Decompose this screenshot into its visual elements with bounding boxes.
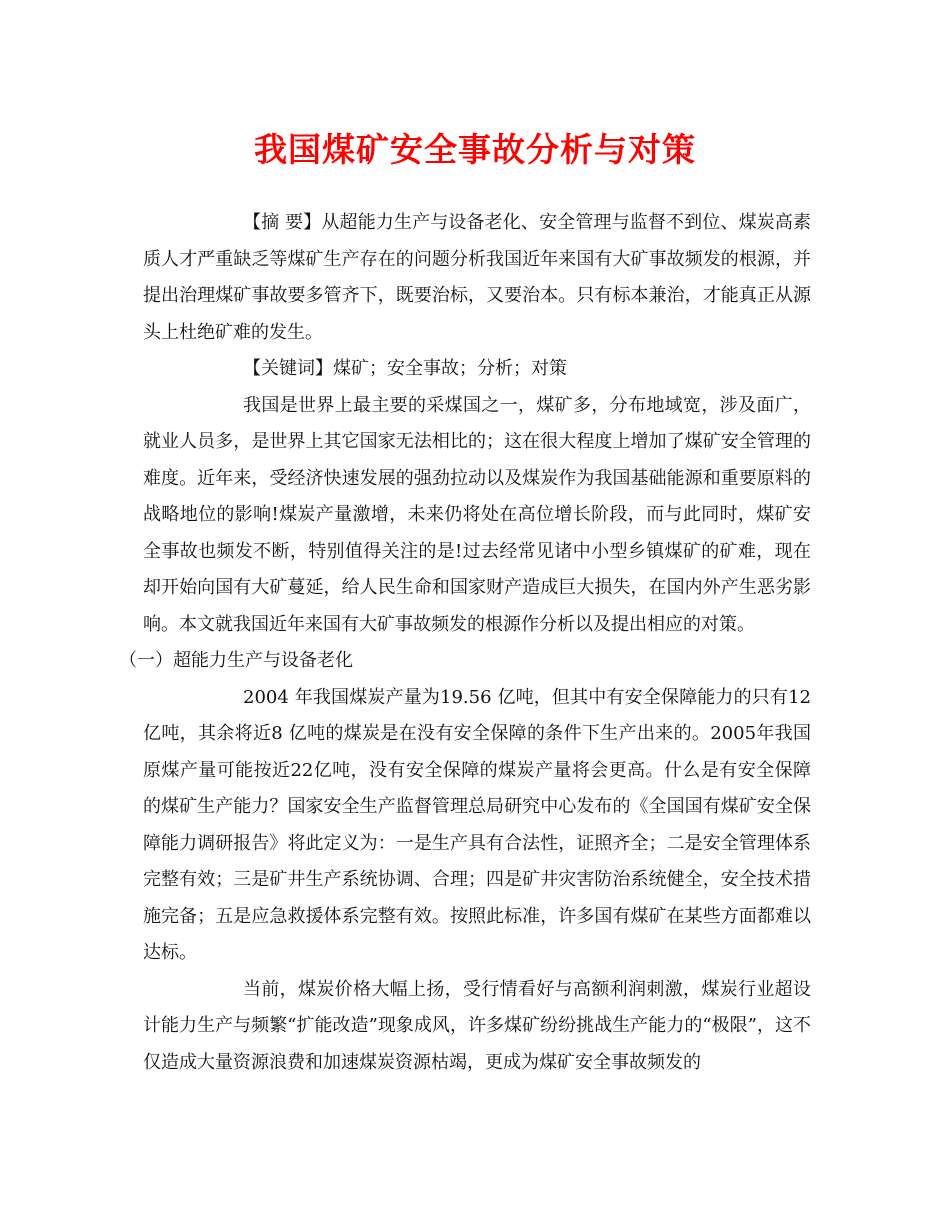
intro-paragraph: 我国是世界上最主要的采煤国之一，煤矿多，分布地域宽，涉及面广，就业人员多，是世界上其它国家无法相比的；这在很大程度上增加了煤矿安全管理的难度。近年来，受经济快速发展的强劲拉动以及煤炭作为我国基础能源和重要原料的战略地位的影响!煤炭产量激增，未来仍将处在高位增长阶段，而与此同时，煤矿安全事故也频发不断，特别值得关注的是!过去经常见诸中小型乡镇煤矿的矿难，现在却开始向国有大矿蔓延，给人民生命和国家财产造成巨大损失，在国内外产生恶劣影响。本文就我国近年来国有大矿事故频发的根源作分析以及提出相应的对策。 xyxy=(143,394,811,635)
abstract-paragraph: 【摘 要】从超能力生产与设备老化、安全管理与监督不到位、煤炭高素质人才严重缺乏等煤矿生产存在的问题分析我国近年来国有大矿事故频发的根源，并提出治理煤矿事故要多管齐下，既要治标，又要治本。只有标本兼治，才能真正从源头上杜绝矿难的发生。 xyxy=(143,212,811,343)
section-heading: （一）超能力生产与设备老化 xyxy=(119,650,353,671)
section-paragraph-1: 2004 年我国煤炭产量为19.56 亿吨，但其中有安全保障能力的只有12 亿吨，其余将近8 亿吨的煤炭是在没有安全保障的条件下生产出来的。2005年我国原煤产量可能按近22亿吨，没有安全保障的煤炭产量将会更高。什么是有安全保障的煤矿生产能力？国家安全生产监督管理总局研究中心发布的《全国国有煤矿安全保障能力调研报告》将此定义为：一是生产具有合法性，证照齐全；二是安全管理体系完整有效；三是矿井生产系统协调、合理；四是矿井灾害防治系统健全，安全技术措施完备；五是应急救援体系完整有效。按照此标准，许多国有煤矿在某些方面都难以达标。 xyxy=(143,686,811,963)
document-title: 我国煤矿安全事故分析与对策 xyxy=(254,130,696,169)
document-body xyxy=(119,205,811,1081)
keywords-paragraph: 【关键词】煤矿；安全事故；分析；对策 xyxy=(243,358,567,379)
section-paragraph-2: 当前，煤炭价格大幅上扬，受行情看好与高额利润刺激，煤炭行业超设计能力生产与频繁“扩能改造”现象成风，许多煤矿纷纷挑战生产能力的“极限”，这不仅造成大量资源浪费和加速煤炭资源枯竭，更成为煤矿安全事故频发的 xyxy=(143,978,811,1073)
